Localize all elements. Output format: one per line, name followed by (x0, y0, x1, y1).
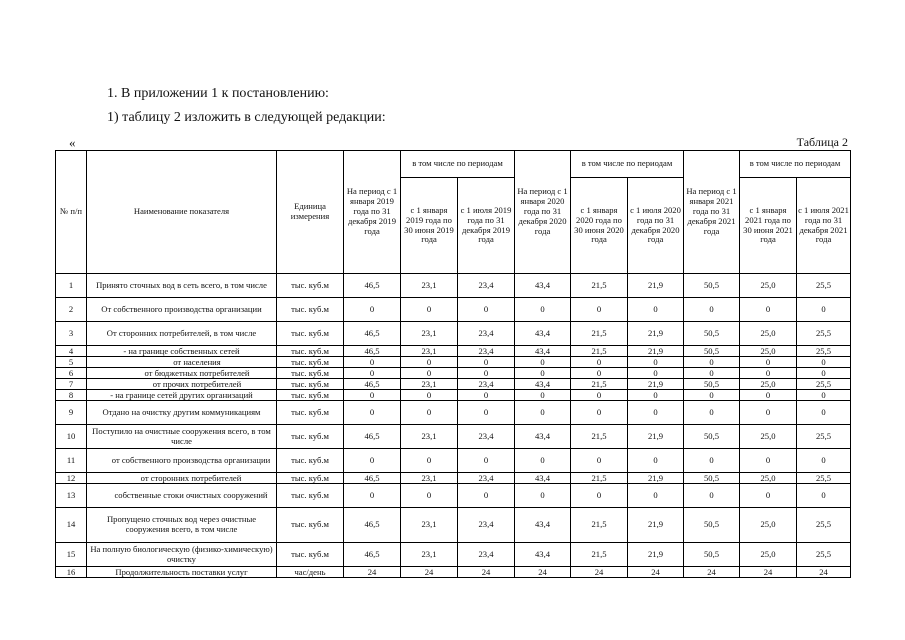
row-unit: тыс. куб.м (277, 274, 344, 298)
row-value-cell: 25,0 (740, 508, 797, 543)
row-value-cell: 21,5 (571, 508, 628, 543)
row-value-cell: 21,9 (628, 379, 684, 390)
row-unit: тыс. куб.м (277, 379, 344, 390)
row-value-cell: 21,5 (571, 379, 628, 390)
row-value-cell: 25,5 (797, 473, 851, 484)
row-value-cell: 0 (344, 484, 401, 508)
row-value-cell: 43,4 (515, 346, 571, 357)
col-header-name: Наименование показателя (87, 151, 277, 274)
heading-point-1: 1. В приложении 1 к постановлению: (107, 86, 329, 101)
row-indicator-name: Отдано на очистку другим коммуникациям (87, 401, 277, 425)
row-value-cell: 46,5 (344, 322, 401, 346)
row-value-cell: 43,4 (515, 379, 571, 390)
row-value-cell: 0 (344, 298, 401, 322)
row-value-cell: 24 (684, 567, 740, 578)
row-value-cell: 50,5 (684, 473, 740, 484)
row-value-cell: 23,4 (458, 274, 515, 298)
row-value-cell: 0 (797, 484, 851, 508)
table-row (56, 449, 851, 473)
row-value-cell: 21,5 (571, 274, 628, 298)
row-value-cell: 0 (684, 401, 740, 425)
row-value-cell: 23,1 (401, 379, 458, 390)
row-value-cell: 25,0 (740, 379, 797, 390)
row-value-cell: 0 (684, 484, 740, 508)
row-value-cell: 0 (344, 357, 401, 368)
row-value-cell: 0 (401, 368, 458, 379)
row-value-cell: 0 (684, 368, 740, 379)
row-number: 3 (56, 322, 87, 346)
col-header-unit: Единица измерения (277, 151, 344, 274)
row-unit: час/день (277, 567, 344, 578)
row-value-cell: 25,5 (797, 425, 851, 449)
row-value-cell: 23,1 (401, 473, 458, 484)
row-value-cell: 0 (571, 368, 628, 379)
table-row (56, 274, 851, 298)
row-indicator-name: - на границе сетей других организаций (87, 390, 277, 401)
table-row (56, 346, 851, 357)
row-value-cell: 23,4 (458, 425, 515, 449)
row-value-cell: 0 (401, 401, 458, 425)
row-value-cell: 0 (628, 368, 684, 379)
row-value-cell: 0 (797, 368, 851, 379)
row-unit: тыс. куб.м (277, 449, 344, 473)
row-value-cell: 0 (515, 298, 571, 322)
table-row (56, 401, 851, 425)
row-value-cell: 24 (344, 567, 401, 578)
row-unit: тыс. куб.м (277, 401, 344, 425)
row-value-cell: 46,5 (344, 379, 401, 390)
row-value-cell: 25,0 (740, 274, 797, 298)
row-value-cell: 50,5 (684, 508, 740, 543)
row-value-cell: 0 (628, 484, 684, 508)
row-value-cell: 0 (458, 484, 515, 508)
row-value-cell: 0 (684, 298, 740, 322)
row-value-cell: 46,5 (344, 543, 401, 567)
row-value-cell: 0 (344, 449, 401, 473)
row-value-cell: 0 (628, 449, 684, 473)
row-value-cell: 25,0 (740, 322, 797, 346)
row-value-cell: 0 (740, 298, 797, 322)
row-number: 14 (56, 508, 87, 543)
row-value-cell: 23,1 (401, 274, 458, 298)
row-value-cell: 24 (571, 567, 628, 578)
row-value-cell: 0 (684, 449, 740, 473)
row-indicator-name: Поступило на очистные сооружения всего, в том числе (87, 425, 277, 449)
row-value-cell: 0 (515, 390, 571, 401)
row-value-cell: 21,9 (628, 274, 684, 298)
row-value-cell: 25,0 (740, 425, 797, 449)
row-value-cell: 0 (515, 484, 571, 508)
row-value-cell: 21,5 (571, 425, 628, 449)
row-value-cell: 43,4 (515, 322, 571, 346)
row-value-cell: 21,9 (628, 473, 684, 484)
row-value-cell: 0 (684, 357, 740, 368)
col-header-incl-2020: в том числе по периодам (571, 151, 684, 178)
row-value-cell: 43,4 (515, 543, 571, 567)
row-value-cell: 23,1 (401, 425, 458, 449)
row-value-cell: 0 (571, 390, 628, 401)
row-number: 1 (56, 274, 87, 298)
row-value-cell: 23,4 (458, 379, 515, 390)
table-row (56, 379, 851, 390)
row-value-cell: 46,5 (344, 508, 401, 543)
row-number: 13 (56, 484, 87, 508)
row-value-cell: 0 (401, 449, 458, 473)
row-value-cell: 0 (628, 357, 684, 368)
table-row (56, 390, 851, 401)
table-body (56, 274, 851, 578)
row-value-cell: 0 (797, 401, 851, 425)
row-value-cell: 21,9 (628, 346, 684, 357)
col-header-h1-2019: с 1 января 2019 года по 30 июня 2019 года (401, 178, 458, 274)
heading-subpoint-1: 1) таблицу 2 изложить в следующей редакции: (107, 110, 386, 125)
row-value-cell: 0 (515, 357, 571, 368)
row-value-cell: 46,5 (344, 473, 401, 484)
row-value-cell: 0 (401, 390, 458, 401)
table-row (56, 357, 851, 368)
row-indicator-name: от собственного производства организации (87, 449, 277, 473)
row-value-cell: 24 (401, 567, 458, 578)
row-value-cell: 0 (401, 484, 458, 508)
row-value-cell: 25,0 (740, 543, 797, 567)
indicators-table (55, 150, 851, 578)
row-value-cell: 21,9 (628, 543, 684, 567)
row-value-cell: 24 (797, 567, 851, 578)
row-unit: тыс. куб.м (277, 322, 344, 346)
row-value-cell: 23,1 (401, 508, 458, 543)
row-value-cell: 21,5 (571, 346, 628, 357)
row-value-cell: 50,5 (684, 425, 740, 449)
col-header-h1-2020: с 1 января 2020 года по 30 июня 2020 года (571, 178, 628, 274)
row-value-cell: 43,4 (515, 274, 571, 298)
row-value-cell: 0 (458, 298, 515, 322)
table-row (56, 567, 851, 578)
row-value-cell: 0 (740, 401, 797, 425)
row-value-cell: 21,5 (571, 543, 628, 567)
row-value-cell: 21,9 (628, 425, 684, 449)
row-value-cell: 0 (740, 449, 797, 473)
row-value-cell: 0 (740, 390, 797, 401)
row-value-cell: 0 (458, 449, 515, 473)
row-value-cell: 0 (515, 368, 571, 379)
row-value-cell: 46,5 (344, 346, 401, 357)
row-value-cell: 0 (344, 390, 401, 401)
row-value-cell: 0 (344, 401, 401, 425)
table-row (56, 508, 851, 543)
row-value-cell: 0 (458, 368, 515, 379)
row-number: 15 (56, 543, 87, 567)
row-indicator-name: от бюджетных потребителей (87, 368, 277, 379)
row-value-cell: 0 (401, 298, 458, 322)
row-unit: тыс. куб.м (277, 508, 344, 543)
row-unit: тыс. куб.м (277, 368, 344, 379)
row-indicator-name: Продолжительность поставки услуг (87, 567, 277, 578)
row-value-cell: 0 (628, 390, 684, 401)
row-value-cell: 23,1 (401, 543, 458, 567)
row-value-cell: 0 (797, 357, 851, 368)
row-indicator-name: от населения (87, 357, 277, 368)
col-header-incl-2019: в том числе по периодам (401, 151, 515, 178)
row-value-cell: 24 (515, 567, 571, 578)
row-indicator-name: Пропущено сточных вод через очистные сооружения всего, в том числе (87, 508, 277, 543)
col-header-h2-2019: с 1 июля 2019 года по 31 декабря 2019 года (458, 178, 515, 274)
row-value-cell: 25,5 (797, 322, 851, 346)
row-value-cell: 23,4 (458, 346, 515, 357)
row-number: 10 (56, 425, 87, 449)
col-header-period-2019: На период с 1 января 2019 года по 31 декабря 2019 года (344, 151, 401, 274)
table-caption: Таблица 2 (796, 135, 848, 149)
row-value-cell: 25,0 (740, 346, 797, 357)
row-value-cell: 0 (571, 357, 628, 368)
row-value-cell: 50,5 (684, 543, 740, 567)
row-value-cell: 25,5 (797, 543, 851, 567)
row-value-cell: 0 (571, 298, 628, 322)
row-unit: тыс. куб.м (277, 425, 344, 449)
row-unit: тыс. куб.м (277, 390, 344, 401)
row-value-cell: 50,5 (684, 346, 740, 357)
row-value-cell: 23,1 (401, 322, 458, 346)
row-indicator-name: От сторонних потребителей, в том числе (87, 322, 277, 346)
row-value-cell: 0 (458, 357, 515, 368)
row-value-cell: 21,5 (571, 322, 628, 346)
row-value-cell: 0 (571, 449, 628, 473)
row-value-cell: 21,9 (628, 508, 684, 543)
col-header-h1-2021: с 1 января 2021 года по 30 июня 2021 года (740, 178, 797, 274)
table-row (56, 543, 851, 567)
row-unit: тыс. куб.м (277, 484, 344, 508)
row-value-cell: 21,5 (571, 473, 628, 484)
row-value-cell: 0 (401, 357, 458, 368)
row-indicator-name: На полную биологическую (физико-химическую) очистку (87, 543, 277, 567)
row-value-cell: 24 (740, 567, 797, 578)
row-value-cell: 0 (740, 484, 797, 508)
row-value-cell: 0 (797, 449, 851, 473)
row-unit: тыс. куб.м (277, 298, 344, 322)
row-value-cell: 43,4 (515, 508, 571, 543)
table-row (56, 484, 851, 508)
row-number: 6 (56, 368, 87, 379)
row-number: 12 (56, 473, 87, 484)
row-value-cell: 50,5 (684, 379, 740, 390)
row-indicator-name: собственные стоки очистных сооружений (87, 484, 277, 508)
row-unit: тыс. куб.м (277, 473, 344, 484)
row-value-cell: 25,5 (797, 379, 851, 390)
row-value-cell: 0 (740, 357, 797, 368)
row-value-cell: 0 (740, 368, 797, 379)
row-number: 8 (56, 390, 87, 401)
row-value-cell: 25,5 (797, 274, 851, 298)
row-value-cell: 23,4 (458, 543, 515, 567)
row-value-cell: 25,0 (740, 473, 797, 484)
row-indicator-name: Принято сточных вод в сеть всего, в том числе (87, 274, 277, 298)
row-indicator-name: от сторонних потребителей (87, 473, 277, 484)
row-value-cell: 0 (628, 298, 684, 322)
table-row (56, 368, 851, 379)
row-number: 9 (56, 401, 87, 425)
row-value-cell: 50,5 (684, 322, 740, 346)
table-row (56, 425, 851, 449)
row-value-cell: 23,4 (458, 322, 515, 346)
row-value-cell: 0 (344, 368, 401, 379)
row-number: 16 (56, 567, 87, 578)
opening-quote: « (69, 135, 76, 150)
table-row (56, 298, 851, 322)
row-value-cell: 0 (628, 401, 684, 425)
row-value-cell: 25,5 (797, 508, 851, 543)
row-value-cell: 24 (458, 567, 515, 578)
row-value-cell: 43,4 (515, 473, 571, 484)
row-unit: тыс. куб.м (277, 357, 344, 368)
row-unit: тыс. куб.м (277, 346, 344, 357)
col-header-num: № п/п (56, 151, 87, 274)
row-value-cell: 0 (515, 401, 571, 425)
row-value-cell: 0 (797, 390, 851, 401)
row-value-cell: 50,5 (684, 274, 740, 298)
row-value-cell: 46,5 (344, 274, 401, 298)
row-value-cell: 0 (797, 298, 851, 322)
row-number: 2 (56, 298, 87, 322)
col-header-period-2020: На период с 1 января 2020 года по 31 декабря 2020 года (515, 151, 571, 274)
row-value-cell: 23,4 (458, 508, 515, 543)
row-value-cell: 0 (515, 449, 571, 473)
row-value-cell: 24 (628, 567, 684, 578)
table-row (56, 322, 851, 346)
row-number: 7 (56, 379, 87, 390)
row-indicator-name: от прочих потребителей (87, 379, 277, 390)
row-value-cell: 23,1 (401, 346, 458, 357)
col-header-period-2021: На период с 1 января 2021 года по 31 декабря 2021 года (684, 151, 740, 274)
table-row (56, 473, 851, 484)
row-value-cell: 23,4 (458, 473, 515, 484)
col-header-h2-2021: с 1 июля 2021 года по 31 декабря 2021 года (797, 178, 851, 274)
row-unit: тыс. куб.м (277, 543, 344, 567)
row-indicator-name: - на границе собственных сетей (87, 346, 277, 357)
row-number: 11 (56, 449, 87, 473)
row-value-cell: 46,5 (344, 425, 401, 449)
col-header-incl-2021: в том числе по периодам (740, 151, 851, 178)
row-number: 5 (56, 357, 87, 368)
row-value-cell: 0 (571, 484, 628, 508)
row-value-cell: 25,5 (797, 346, 851, 357)
row-number: 4 (56, 346, 87, 357)
row-value-cell: 0 (458, 390, 515, 401)
row-value-cell: 43,4 (515, 425, 571, 449)
row-value-cell: 0 (571, 401, 628, 425)
row-indicator-name: От собственного производства организации (87, 298, 277, 322)
row-value-cell: 21,9 (628, 322, 684, 346)
row-value-cell: 0 (458, 401, 515, 425)
row-value-cell: 0 (684, 390, 740, 401)
col-header-h2-2020: с 1 июля 2020 года по 31 декабря 2020 года (628, 178, 684, 274)
